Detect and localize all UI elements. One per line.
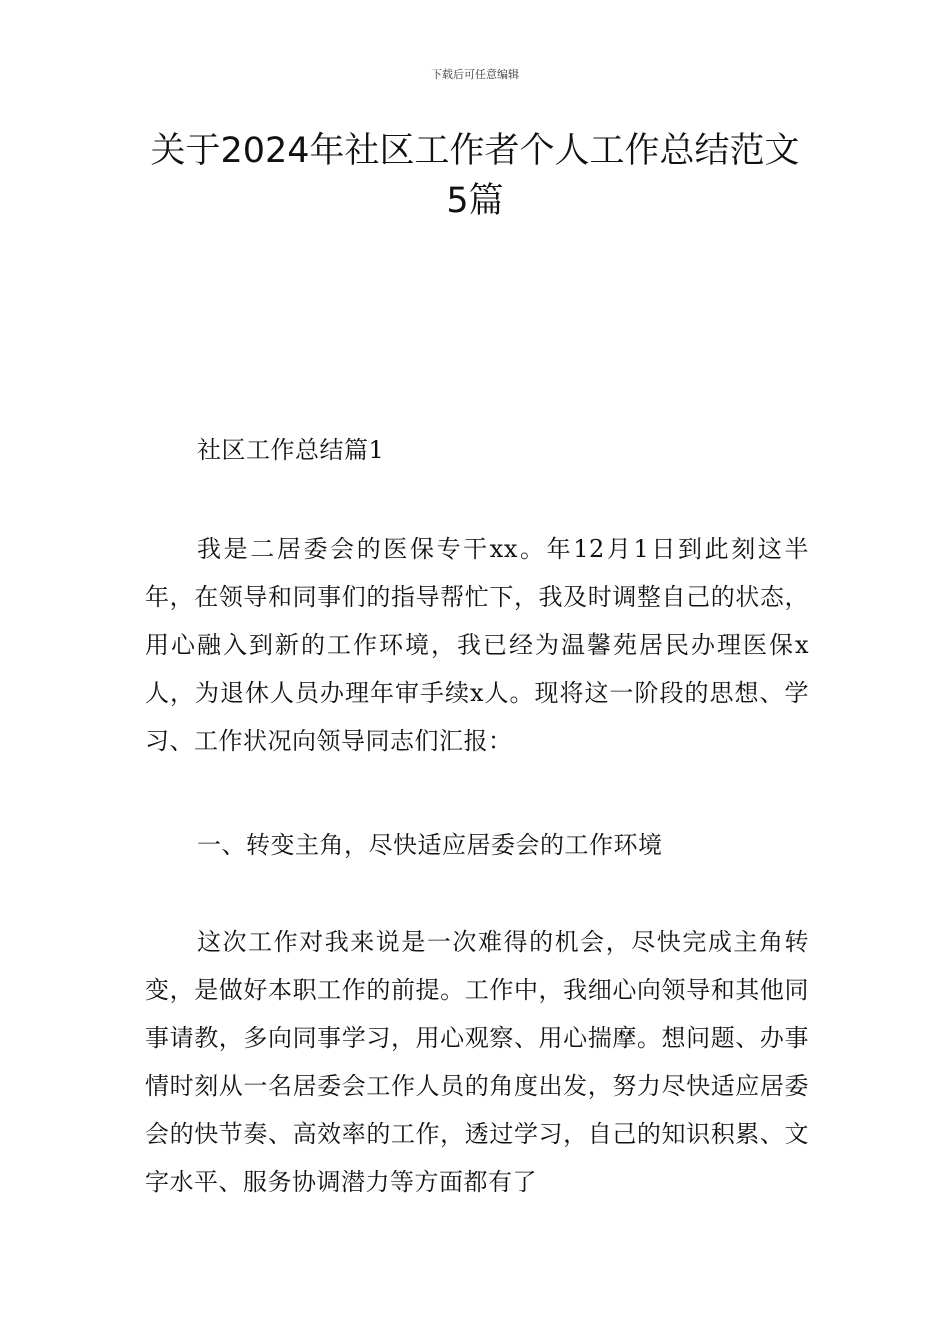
document-title <box>100 126 850 226</box>
paragraph: 我是二居委会的医保专干xx。年12月1日到此刻这半年，在领导和同事们的指导帮忙下，我及时调整自己的状态，用心融入到新的工作环境，我已经为温馨苑居民办理医保x人，为退休人员办理年审手续x人。现将这一阶段的思想、学习、工作状况向领导同志们汇报： <box>145 535 809 755</box>
paragraph: 这次工作对我来说是一次难得的机会，尽快完成主角转变，是做好本职工作的前提。工作中，我细心向领导和其他同事请教，多向同事学习，用心观察、用心揣摩。想问题、办事情时刻从一名居委会工作人员的角度出发，努力尽快适应居委会的快节奏、高效率的工作，透过学习，自己的知识积累、文字水平、服务协调潜力等方面都有了 <box>145 928 809 1196</box>
title-line-1: 关于2024年社区工作者个人工作总结范文 <box>150 131 800 171</box>
header-note: 下载后可任意编辑 <box>431 68 519 81</box>
title-line-2: 5篇 <box>446 181 504 221</box>
sub-heading: 一、转变主角，尽快适应居委会的工作环境 <box>197 831 663 859</box>
section-heading: 社区工作总结篇1 <box>197 436 385 464</box>
